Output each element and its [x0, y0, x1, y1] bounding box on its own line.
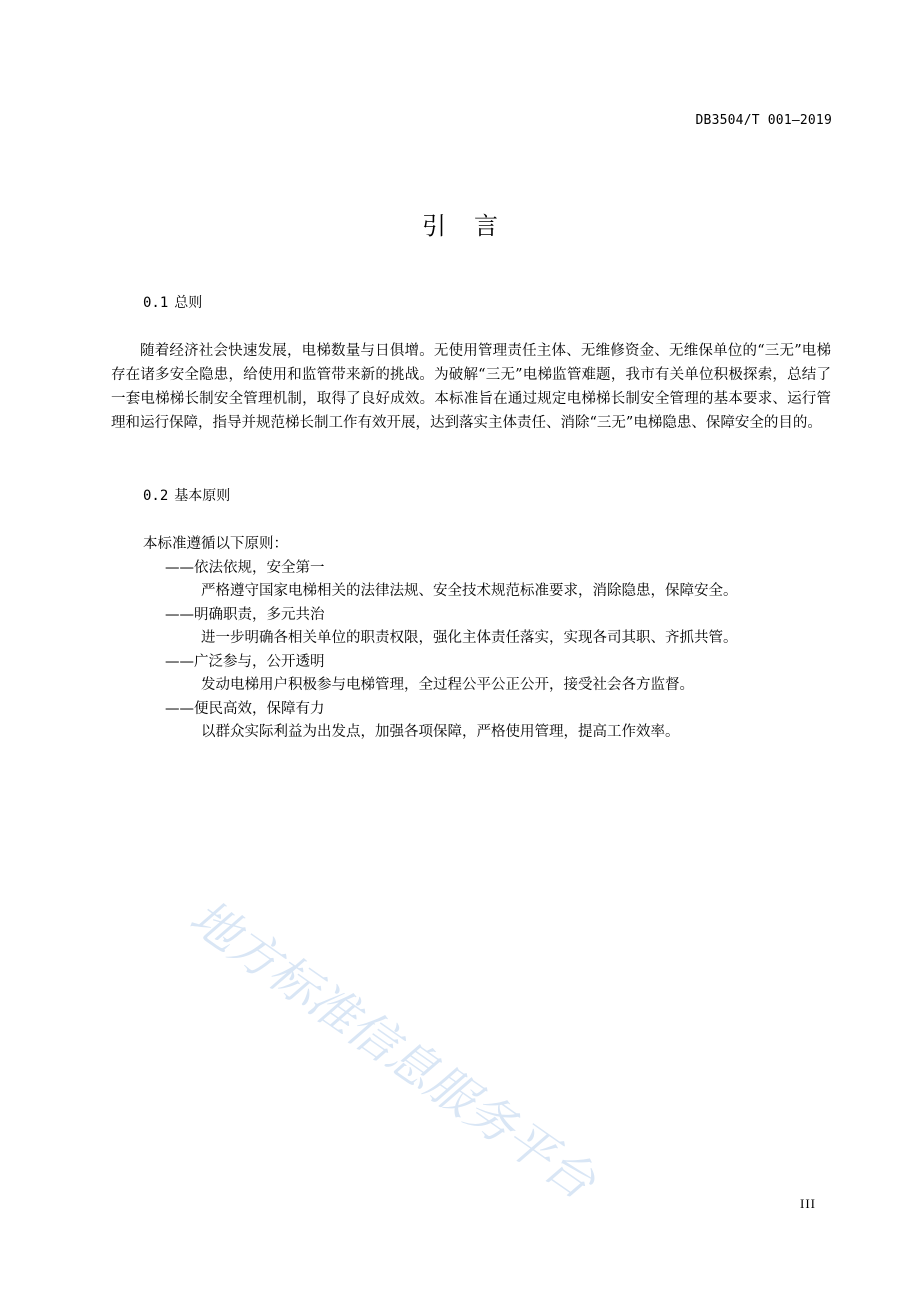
principle-desc: 进一步明确各相关单位的职责权限，强化主体责任落实，实现各司其职、齐抓共管。	[201, 630, 738, 646]
principles-list	[143, 533, 738, 745]
standard-code: DB3504/T 001—2019	[695, 113, 832, 128]
section-heading-general	[143, 292, 202, 312]
page-title: 引言	[422, 212, 526, 240]
general-paragraph: 随着经济社会快速发展，电梯数量与日俱增。无使用管理责任主体、无维修资金、无维保单位的“三无”电梯存在诸多安全隐患，给使用和监管带来新的挑战。为破解“三无”电梯监管难题，我市有关单位积极探索，总结了一套电梯梯长制安全管理机制，取得了良好成效。本标准旨在通过规定电梯梯长制安全管理的基本要求、运行管理和运行保障，指导并规范梯长制工作有效开展，达到落实主体责任、消除“三无”电梯隐患、保障安全的目的。	[111, 343, 831, 431]
principle-title: ——广泛参与，公开透明	[165, 653, 325, 670]
section-title: 总则	[174, 295, 203, 311]
principle-title: ——便民高效，保障有力	[165, 700, 325, 717]
principles-lead: 本标准遵循以下原则：	[143, 536, 288, 552]
page-number: III	[800, 1196, 816, 1211]
watermark: 地方标准信息服务平台	[179, 889, 605, 1211]
section-number: 0.2	[143, 488, 169, 504]
section-title: 基本原则	[174, 488, 231, 504]
section-number: 0.1	[143, 295, 169, 311]
principle-desc: 严格遵守国家电梯相关的法律法规、安全技术规范标准要求，消除隐患，保障安全。	[201, 583, 738, 599]
principle-title: ——依法依规，安全第一	[165, 559, 325, 576]
principle-title: ——明确职责，多元共治	[165, 606, 325, 623]
principle-desc: 发动电梯用户积极参与电梯管理，全过程公平公正公开，接受社会各方监督。	[201, 677, 694, 693]
principle-desc: 以群众实际利益为出发点，加强各项保障，严格使用管理，提高工作效率。	[201, 724, 680, 740]
section-heading-principles	[143, 485, 230, 505]
